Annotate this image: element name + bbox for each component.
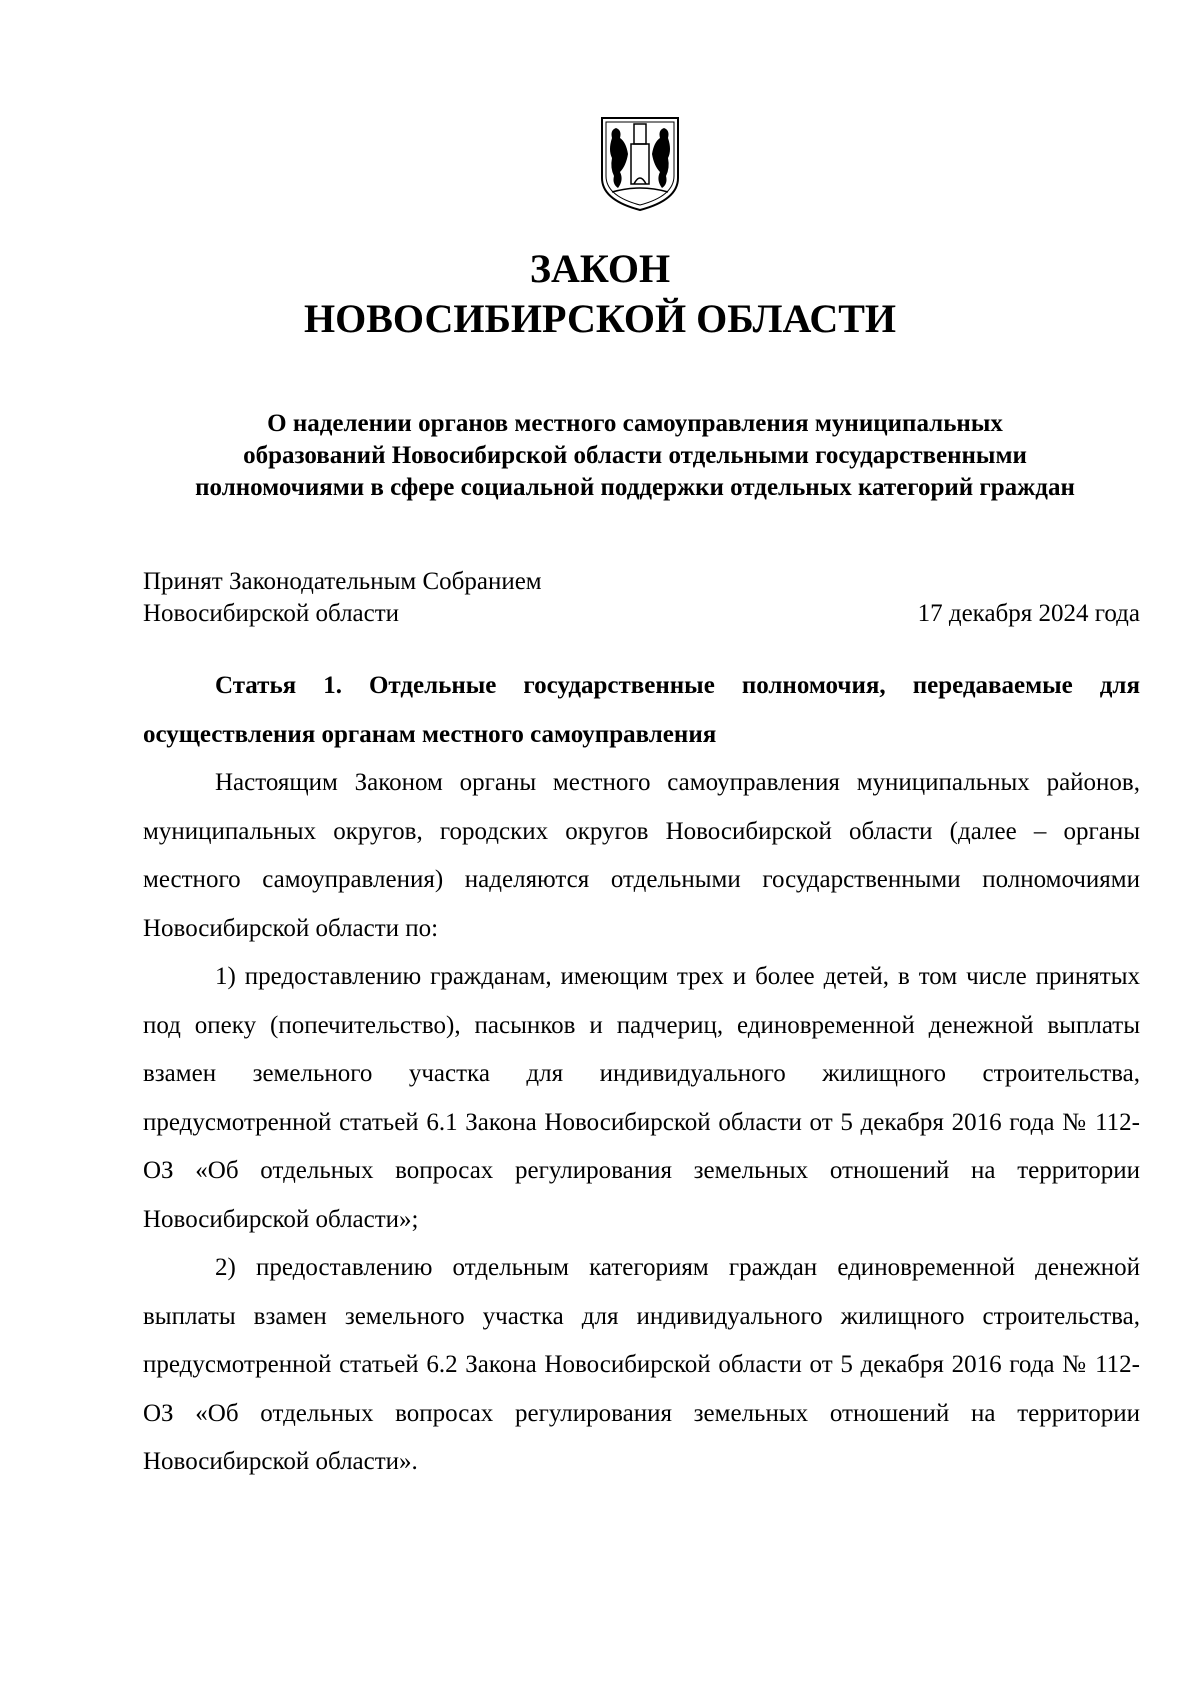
law-subtitle	[130, 408, 1140, 504]
article-1-item-1: 1) предоставлению гражданам, имеющим трех и более детей, в том числе принятых под опеку (попечительство), пасынков и падчериц, единовременной денежной выплаты взамен земельного участка для индивидуального жилищного строительства, предусмотренной статьей 6.1 Закона Новосибирской области от 5 декабря 2016 года № 112-ОЗ «Об отдельных вопросах регулирования земельных отношений на территории Новосибирской области»;	[143, 963, 1140, 1233]
subtitle-line-3: полномочиями в сфере социальной поддержки отдельных категорий граждан	[195, 474, 1075, 501]
subtitle-line-2: образований Новосибирской области отдельными государственными	[243, 442, 1027, 469]
article-1-intro: Настоящим Законом органы местного самоуправления муниципальных районов, муниципальных округов, городских округов Новосибирской области (далее – органы местного самоуправления) наделяются отдельными государственными полномочиями Новосибирской области по:	[143, 769, 1140, 942]
adopted-by-line-1: Принят Законодательным Собранием	[143, 568, 542, 595]
article-1-title: Статья 1. Отдельные государственные полномочия, передаваемые для осуществления органам местного самоуправления	[143, 672, 1140, 748]
adoption-block	[143, 566, 1140, 630]
subtitle-line-1: О наделении органов местного самоуправления муниципальных	[267, 410, 1003, 437]
region-title: НОВОСИБИРСКОЙ ОБЛАСТИ	[303, 296, 897, 341]
adopted-by-line-2: Новосибирской области	[143, 600, 400, 627]
document-type-title: ЗАКОН	[529, 246, 671, 291]
article-1	[143, 662, 1140, 1487]
coat-of-arms-emblem	[598, 114, 682, 214]
adoption-date: 17 декабря 2024 года	[917, 600, 1140, 627]
article-1-item-2: 2) предоставлению отдельным категориям граждан единовременной денежной выплаты взамен земельного участка для индивидуального жилищного строительства, предусмотренной статьей 6.2 Закона Новосибирской области от 5 декабря 2016 года № 112-ОЗ «Об отдельных вопросах регулирования земельных отношений на территории Новосибирской области».	[143, 1254, 1140, 1475]
